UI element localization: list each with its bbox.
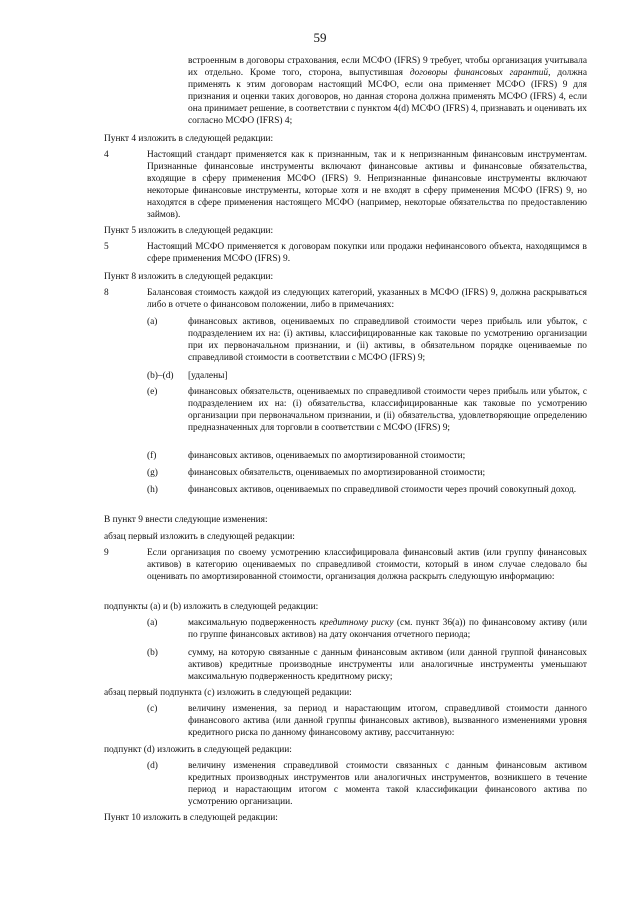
para-5-text: Настоящий МСФО применяется к договорам покупки или продажи нефинансового объекта, находящимся в сфере применения МСФО (IFRS) 9. [147,242,587,264]
para-8bd-text: [удалены] [188,371,228,381]
para-8e-label: (e) [147,387,158,397]
para-8f-text: финансовых активов, оцениваемых по амортизированной стоимости; [188,451,466,461]
para-8g-text: финансовых обязательств, оцениваемых по амортизированной стоимости; [188,468,486,478]
para-8-text: Балансовая стоимость каждой из следующих категорий, указанных в МСФО (IFRS) 9, должна раскрываться либо в отчете о финансовом положении, либо в примечаниях: [147,288,587,310]
para-9-text: Если организация по своему усмотрению классифицировала финансовый актив (или группу финансовых активов) в категорию оцениваемых по справедливой стоимости, который в ином случае следовало бы оценивать по амортизированной стоимости, организация должна раскрыть следующую информацию: [147,548,587,582]
defined-term-financial-guarantee: договоры финансовых гарантий [409,68,549,78]
instruction-para-10: Пункт 10 изложить в следующей редакции: [104,813,278,823]
instruction-para-9d: подпункт (d) изложить в следующей редакции: [104,745,292,755]
para-8-number: 8 [104,288,109,298]
para-8e-text: финансовых обязательств, оцениваемых по справедливой стоимости через прибыль или убыток, с подразделением их на: (i) обязательства, классифицированные как таковые по усмотрению организации при первоначальном признании, и (ii) обязательства, удовлетворяющие определению предназначенных для торговли в соответствии с МСФО (IFRS) 9; [188,387,587,433]
para-8h-label: (h) [147,485,158,495]
continuation-paragraph [188,55,587,127]
para-8a-label: (a) [147,317,158,327]
instruction-para-5: Пункт 5 изложить в следующей редакции: [104,226,274,236]
instruction-para-9: В пункт 9 внести следующие изменения: [104,515,268,525]
para-9d-text: величину изменения справедливой стоимости связанных с данным финансовым активом кредитных производных инструментов или аналогичных инструментов, возникшего в течение период и нарастающим итогом с момента такой классификации финансового актива по усмотрению организации. [188,761,587,807]
para-9b-text: сумму, на которую связанные с данным финансовым активом (или данной группой финансовых активов) кредитные производные инструменты или аналогичные инструменты уменьшают максимальную подверженность кредитному риску; [188,648,587,682]
page-number: 59 [313,30,327,45]
instruction-para-9-first: абзац первый изложить в следующей редакции: [104,532,295,542]
para-8h-text: финансовых активов, оцениваемых по справедливой стоимости через прочий совокупный доход. [188,485,577,495]
para-9d-label: (d) [147,761,158,771]
para-9a-text-b: (см. пункт 36(a)) по финансовому активу (или по группе финансовых активов) на дату окончания отчетного периода; [188,618,587,640]
para-9a-text [188,617,587,641]
continuation-text-a: встроенным в договоры страхования, если МСФО (IFRS) 9 требует, чтобы организация учитывала их отдельно. Кроме того, сторона, выпустившая [188,56,587,78]
para-9a-text-a: максимальную подверженность [188,618,320,628]
para-9-number: 9 [104,548,109,558]
para-9c-label: (c) [147,704,158,714]
para-8f-label: (f) [147,451,157,461]
para-4-text: Настоящий стандарт применяется как к признанным, так и к непризнанным финансовым инструментам. Признанные финансовые инструменты включают финансовые активы и финансовые обязательства, входящие в сферу применения МСФО (IFRS) 9. Непризнанные финансовые инструменты включают некоторые финансовые инструменты, которые хотя и не входят в сферу применения МСФО (IFRS) 9, но находятся в сфере применения настоящего МСФО (например, некоторые обязательства по предоставлению займов). [147,150,587,220]
continuation-text-b: , должна применять к этим договорам настоящий МСФО, если она применяет МСФО (IFRS) 9 для признания и оценки таких договоров, но данная сторона должна применять МСФО (IFRS) 4, если она принимает решение, в соответствии с пунктом 4(d) МСФО (IFRS) 4, признавать и оценивать их согласно МСФО (IFRS) 4; [188,68,587,126]
para-8g-label: (g) [147,468,158,478]
para-9b-label: (b) [147,648,158,658]
instruction-para-8: Пункт 8 изложить в следующей редакции: [104,272,274,282]
defined-term-credit-risk: кредитному риску [319,618,394,628]
instruction-para-9ab: подпункты (a) и (b) изложить в следующей редакции: [104,602,319,612]
para-9a-label: (a) [147,618,158,628]
para-5-number: 5 [104,242,109,252]
para-8bd-label: (b)–(d) [147,371,174,381]
para-9c-text: величину изменения, за период и нарастающим итогом, справедливой стоимости данного финансового актива (или данной группы финансовых активов), вызванного изменениями уровня кредитного риска по данному финансовому активу, рассчитанную: [188,704,587,738]
instruction-para-9c: абзац первый подпункта (c) изложить в следующей редакции: [104,688,352,698]
para-4-number: 4 [104,150,109,160]
para-8a-text: финансовых активов, оцениваемых по справедливой стоимости через прибыль или убыток, с подразделением их на: (i) активы, классифицированные как таковые по усмотрению организации при их первоначальном признании, и (ii) активы, в обязательном порядке оцениваемые по справедливой стоимости в соответствии с МСФО (IFRS) 9; [188,317,587,363]
instruction-para-4: Пункт 4 изложить в следующей редакции: [104,134,274,144]
